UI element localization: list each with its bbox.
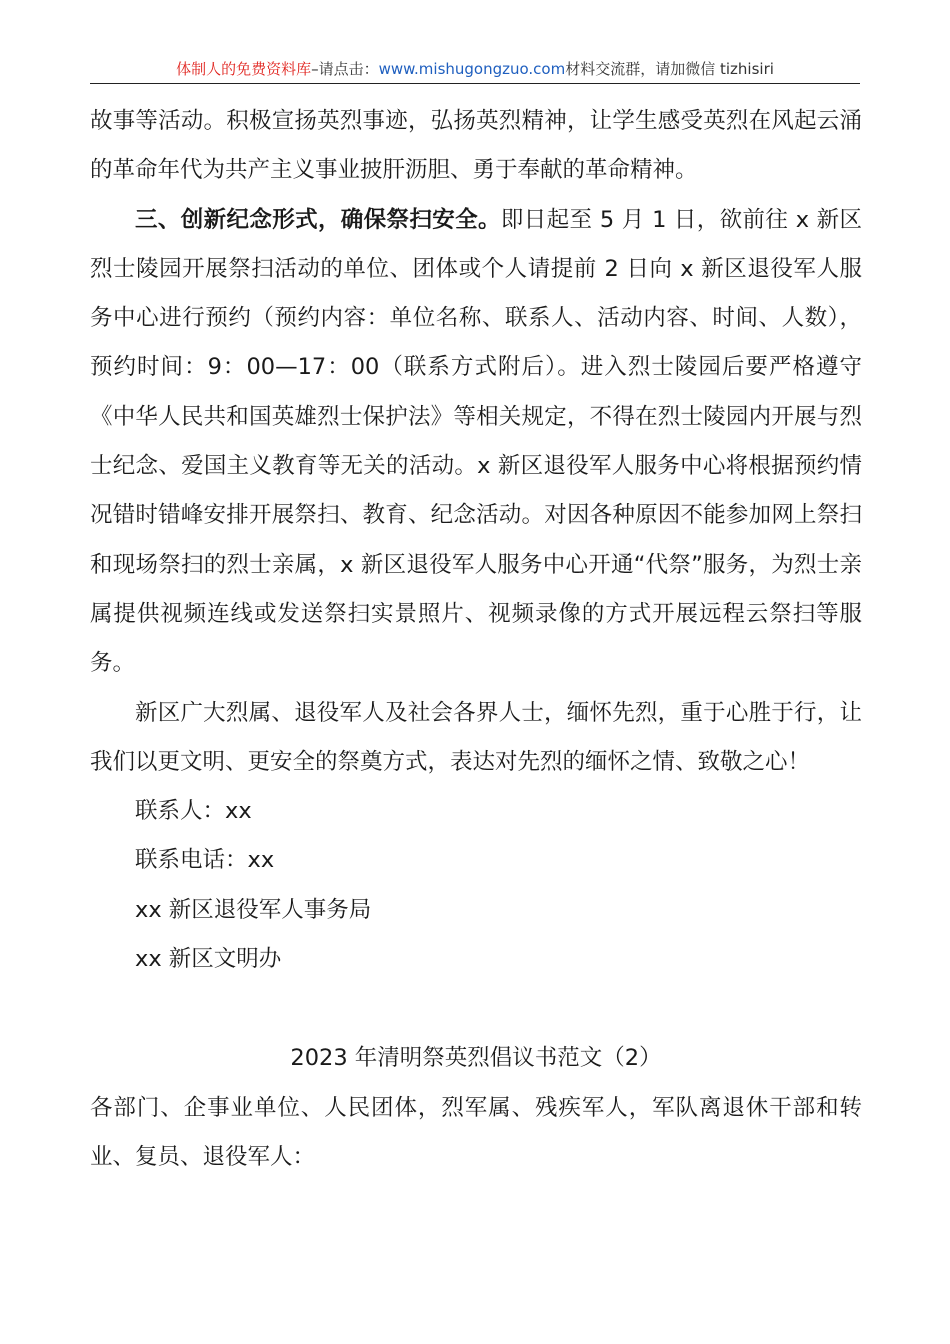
paragraph-activities: 故事等活动。积极宣扬英烈事迹，弘扬英烈精神，让学生感受英烈在风起云涌的革命年代为共产主义事业披肝沥胆、勇于奉献的革命精神。 <box>90 108 862 184</box>
header-link[interactable]: www.mishugongzuo.com <box>378 60 566 78</box>
salutation: 各部门、企事业单位、人民团体，烈军属、残疾军人，军队离退休干部和转业、复员、退役军人： <box>90 1094 862 1170</box>
closing-paragraph: 新区广大烈属、退役军人及社会各界人士，缅怀先烈，重于心胜于行，让我们以更文明、更安全的祭奠方式，表达对先烈的缅怀之情、致敬之心！ <box>90 699 862 775</box>
contact-person: 联系人：xx <box>135 798 252 825</box>
section-three <box>90 196 862 689</box>
organization-civilization-office: xx 新区文明办 <box>135 946 282 973</box>
header-brand: 体制人的免费资料库 <box>176 60 312 78</box>
organization-veterans-bureau: xx 新区退役军人事务局 <box>135 896 372 923</box>
section-three-body: 即日起至 5 月 1 日，欲前往 x 新区烈士陵园开展祭扫活动的单位、团体或个人请提前 2 日向 x 新区退役军人服务中心进行预约（预约内容：单位名称、联系人、活动内容、时间、人数），预约时间：9：00—17：00（联系方式附后）。进入烈士陵园后要严格遵守《中华人民共和国英雄烈士保护法》等相关规定，不得在烈士陵园内开展与烈士纪念、爱国主义教育等无关的活动。x 新区退役军人服务中心将根据预约情况错时错峰安排开展祭扫、教育、纪念活动。对因各种原因不能参加网上祭扫和现场祭扫的烈士亲属，x 新区退役军人服务中心开通“代祭”服务，为烈士亲属提供视频连线或发送祭扫实景照片、视频录像的方式开展远程云祭扫等服务。 <box>90 206 862 677</box>
header-separator: –请点击： <box>311 60 379 78</box>
contact-phone: 联系电话：xx <box>135 847 275 874</box>
second-document-title: 2023 年清明祭英烈倡议书范文（2） <box>290 1045 662 1072</box>
section-three-heading: 三、创新纪念形式，确保祭扫安全。 <box>135 206 501 233</box>
page-header <box>90 55 860 84</box>
document-body <box>90 97 862 1182</box>
header-note: 材料交流群，请加微信 tizhisiri <box>565 60 774 78</box>
